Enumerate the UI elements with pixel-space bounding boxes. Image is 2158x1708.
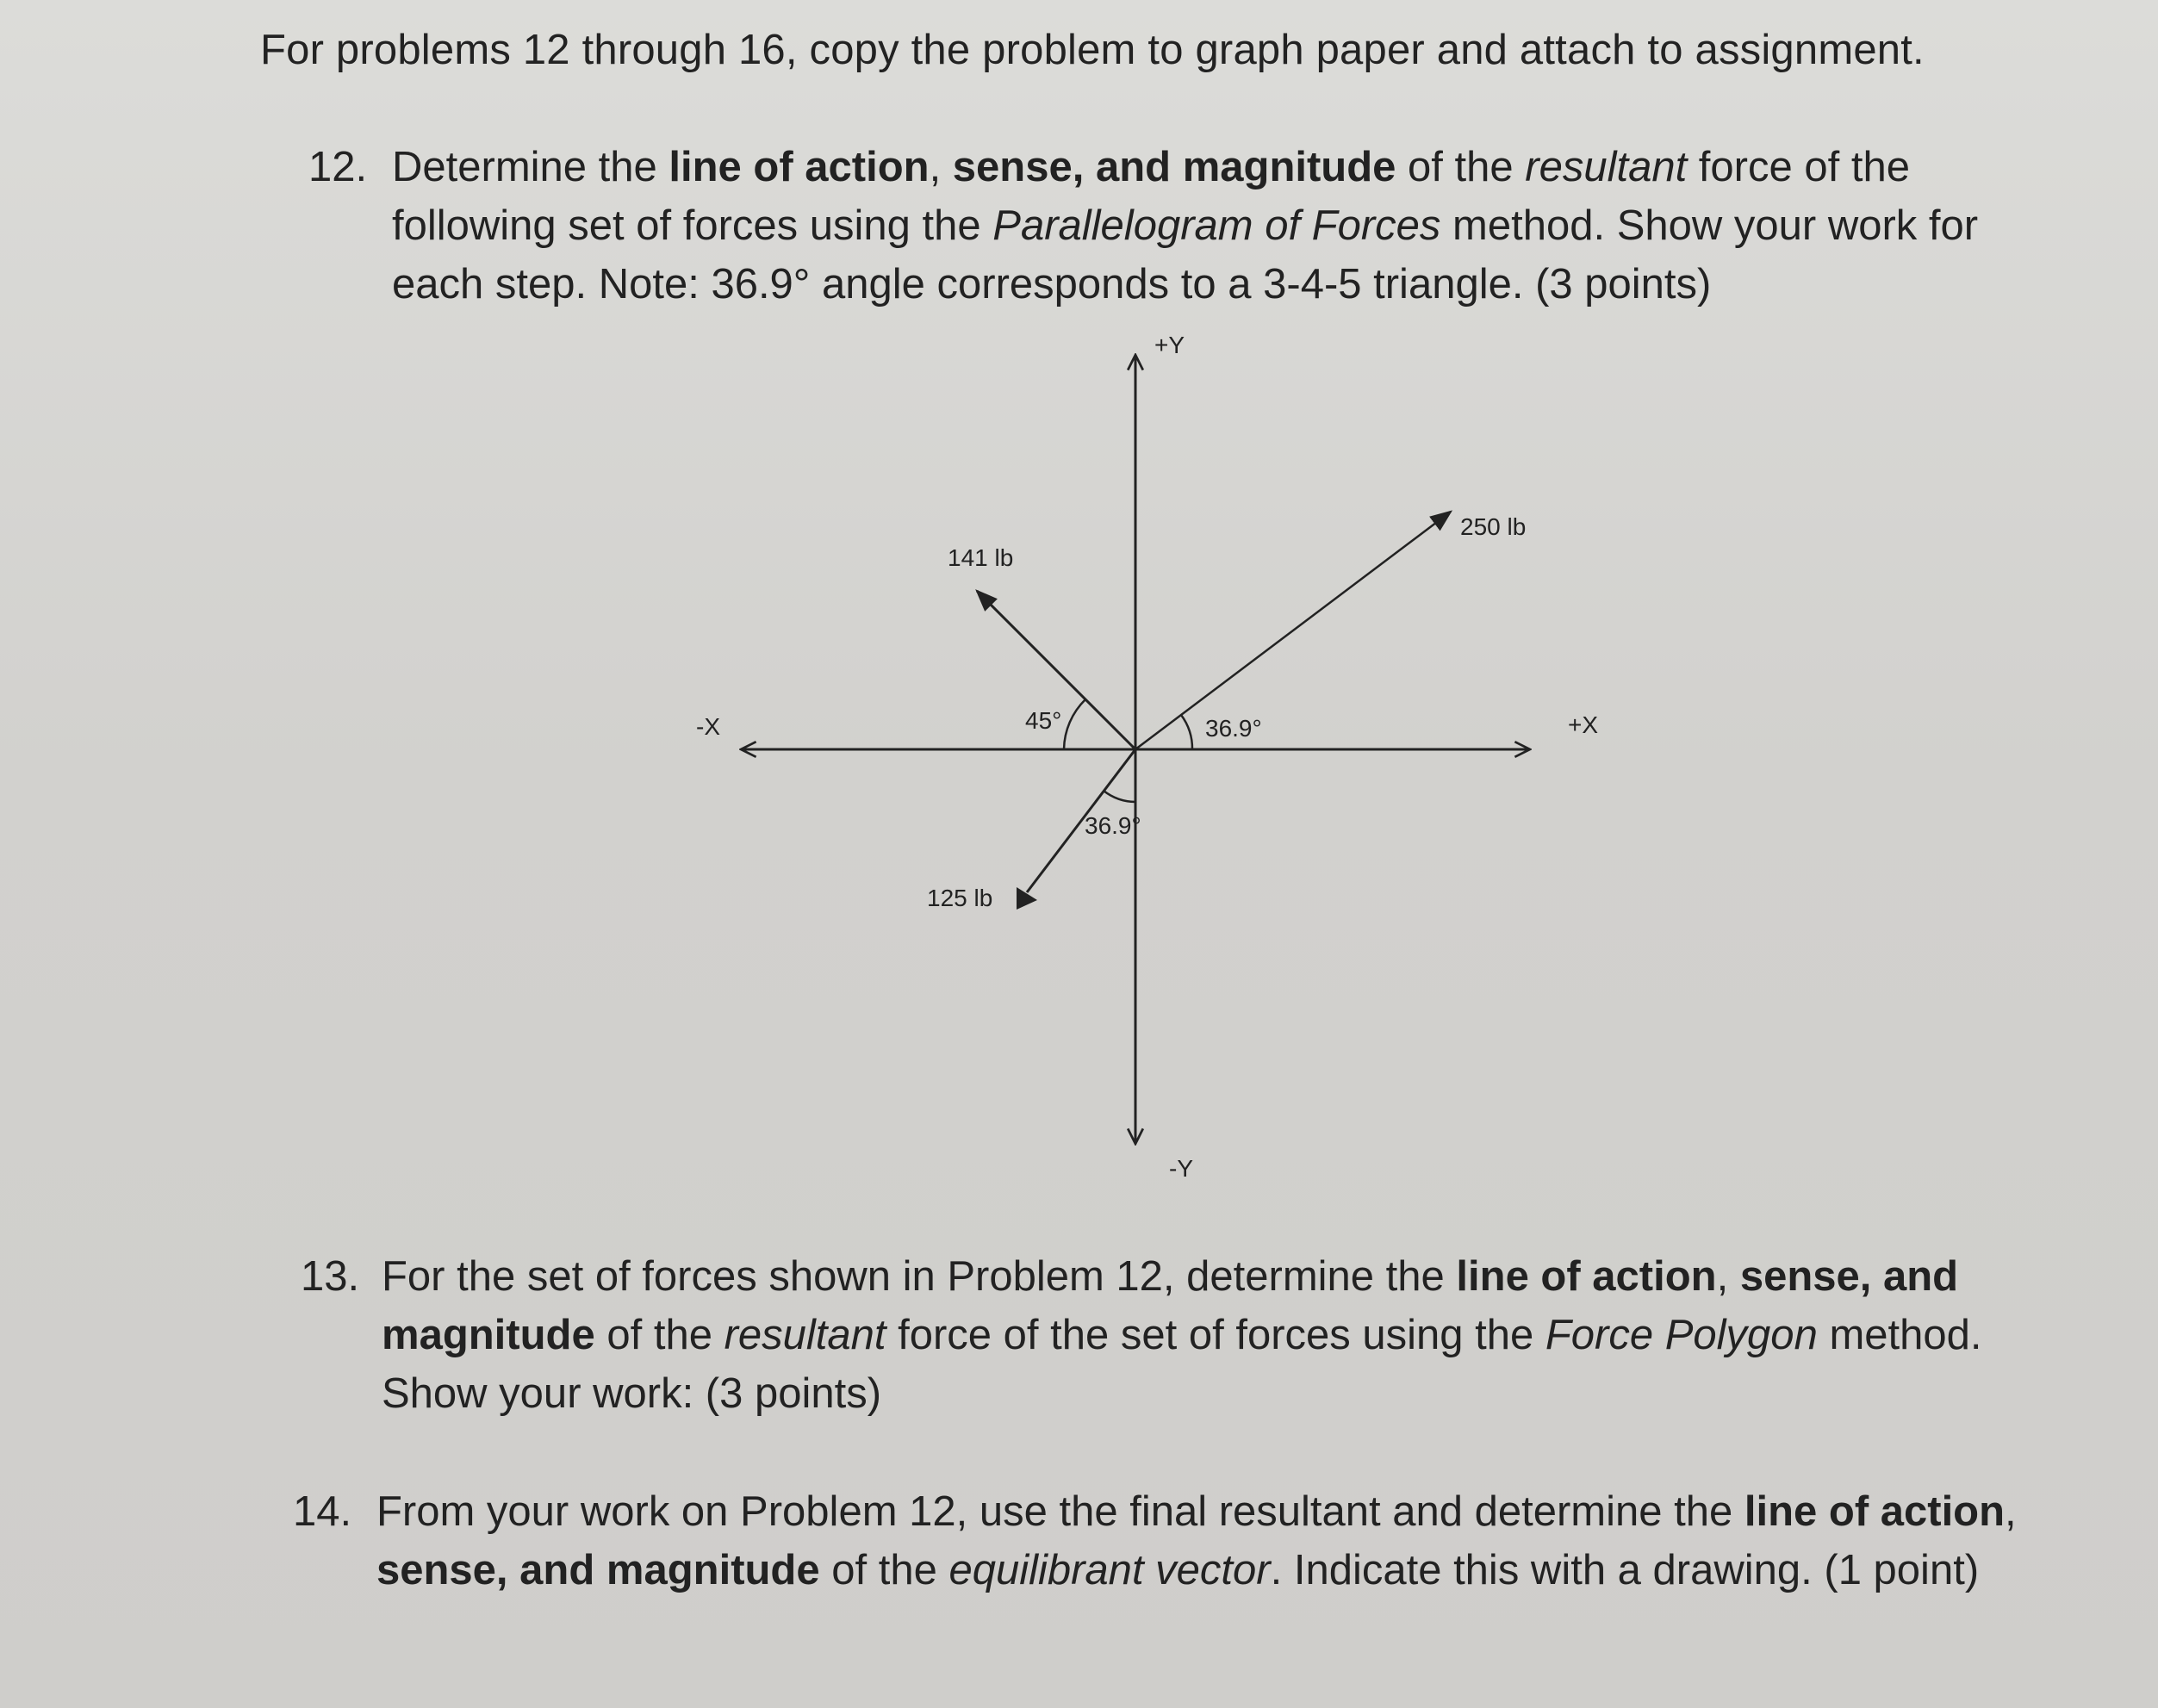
problem-text: Determine the line of action, sense, and magnitude of the resultant force of the following set of forces using the Parallelogram of Forces method. Show your work for each step. Note: 36.9° angle corresponds to a 3-4-5 triangle. (3 points) [392,144,1979,307]
axis-label-pos-y: +Y [1154,332,1185,358]
angle-arc-250lb [1181,715,1192,749]
force-label-141lb: 141 lb [948,544,1014,571]
problem-text: For the set of forces shown in Problem 12, determine the line of action, sense, and magnitude of the resultant force of the set of forces using the Force Polygon method. Show your work: (3 points) [382,1253,1982,1417]
angle-label-125lb: 36.9° [1085,812,1141,839]
axis-label-neg-x: -X [696,713,720,740]
force-label-125lb: 125 lb [927,885,993,911]
angle-arc-125lb [1104,791,1135,802]
problem-number: 13. [301,1253,360,1300]
problem-number: 12. [308,144,368,190]
angle-arc-141lb [1064,699,1085,749]
axis-label-neg-y: -Y [1169,1155,1193,1182]
problem-text: From your work on Problem 12, use the final resultant and determine the line of action, sense, and magnitude of the equilibrant vector. Indicate this with a drawing. (1 point) [376,1488,2017,1593]
problem-number: 14. [293,1488,352,1535]
instructions-header: For problems 12 through 16, copy the problem to graph paper and attach to assignment. [260,27,1925,73]
axis-label-pos-x: +X [1568,711,1599,738]
angle-label-141lb: 45° [1025,707,1062,734]
force-label-250lb: 250 lb [1460,513,1527,540]
angle-label-250lb: 36.9° [1205,715,1262,742]
force-vector-250lb [1135,512,1451,749]
